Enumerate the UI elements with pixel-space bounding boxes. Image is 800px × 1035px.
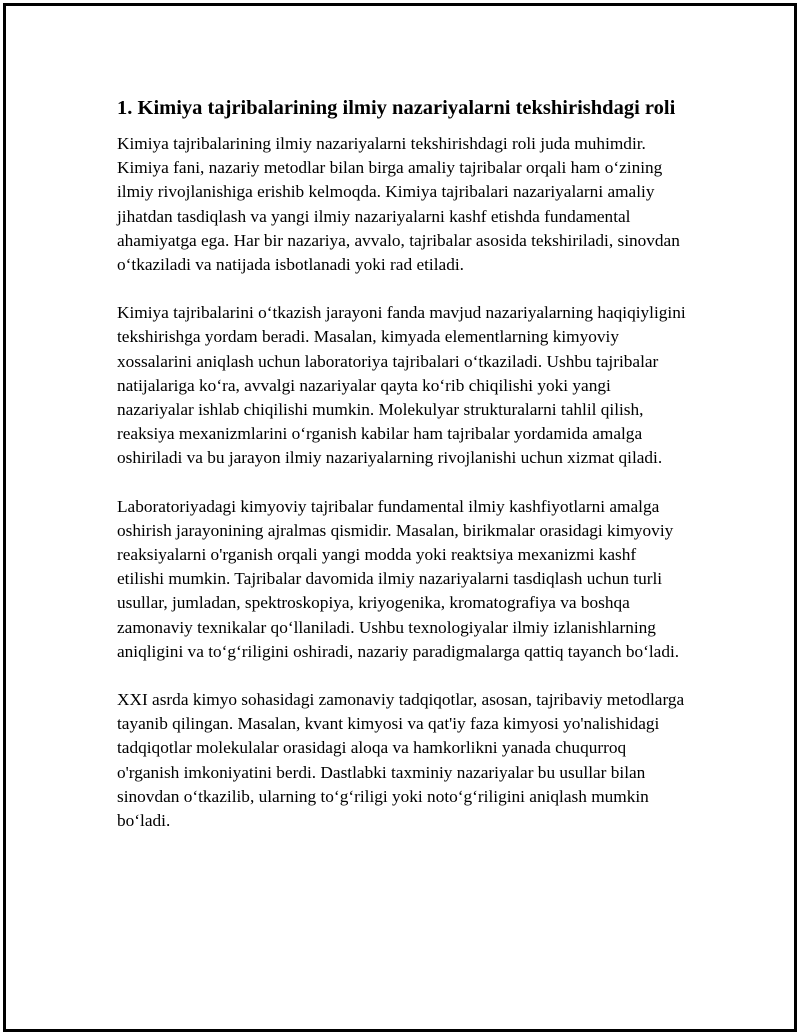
paragraph: Kimiya tajribalarini o‘tkazish jarayoni fanda mavjud nazariyalarning haqiqiyligini tekshirishga yordam beradi. Masalan, kimyada elementlarning kimyoviy xossalarini aniqlash uchun laboratoriya tajribalari o‘tkaziladi. Ushbu tajribalar natijalariga ko‘ra, avvalgi nazariyalar qayta ko‘rib chiqilishi yoki yangi nazariyalar ishlab chiqilishi mumkin. Molekulyar strukturalarni tahlil qilish, reaksiya mexanizmlarini o‘rganish kabilar ham tajribalar yordamida amalga oshiriladi va bu jarayon ilmiy nazariyalarning rivojlanishi uchun xizmat qiladi. [117, 303, 686, 468]
paragraph: Laboratoriyadagi kimyoviy tajribalar fundamental ilmiy kashfiyotlarni amalga oshirish jarayonining ajralmas qismidir. Masalan, birikmalar orasidagi kimyoviy reaksiyalarni o'rganish orqali yangi modda yoki reaktsiya mexanizmi kashf etilishi mumkin. Tajribalar davomida ilmiy nazariyalarni tasdiqlash uchun turli usullar, jumladan, spektroskopiya, kriyogenika, kromatografiya va boshqa zamonaviy texnikalar qo‘llaniladi. Ushbu texnologiyalar ilmiy izlanishlarning aniqligini va to‘g‘riligini oshiradi, nazariy paradigmalarga qattiq tayanch bo‘ladi. [117, 496, 680, 661]
paragraph: XXI asrda kimyo sohasidagi zamonaviy tadqiqotlar, asosan, tajribaviy metodlarga tayanib qilingan. Masalan, kvant kimyosi va qat'iy faza kimyosi yo'nalishidagi tadqiqotlar molekulalar orasidagi aloqa va hamkorlikni yanada chuqurroq o'rganish imkoniyatini berdi. Dastlabki taxminiy nazariyalar bu usullar bilan sinovdan o‘tkazilib, ularning to‘g‘riligi yoki noto‘g‘riligini aniqlash mumkin bo‘ladi. [117, 690, 685, 831]
document-body [117, 94, 687, 833]
section-heading: 1. Kimiya tajribalarining ilmiy nazariyalarni tekshirishdagi roli [117, 97, 676, 119]
paragraph: Kimiya tajribalarining ilmiy nazariyalarni tekshirishdagi roli juda muhimdir. Kimiya fani, nazariy metodlar bilan birga amaliy tajribalar orqali ham o‘zining ilmiy rivojlanishiga erishib kelmoqda. Kimiya tajribalari nazariyalarni amaliy jihatdan tasdiqlash va yangi ilmiy nazariyalarni kashf etishda fundamental ahamiyatga ega. Har bir nazariya, avvalo, tajribalar asosida tekshiriladi, sinovdan o‘tkaziladi va natijada isbotlanadi yoki rad etiladi. [117, 134, 680, 275]
